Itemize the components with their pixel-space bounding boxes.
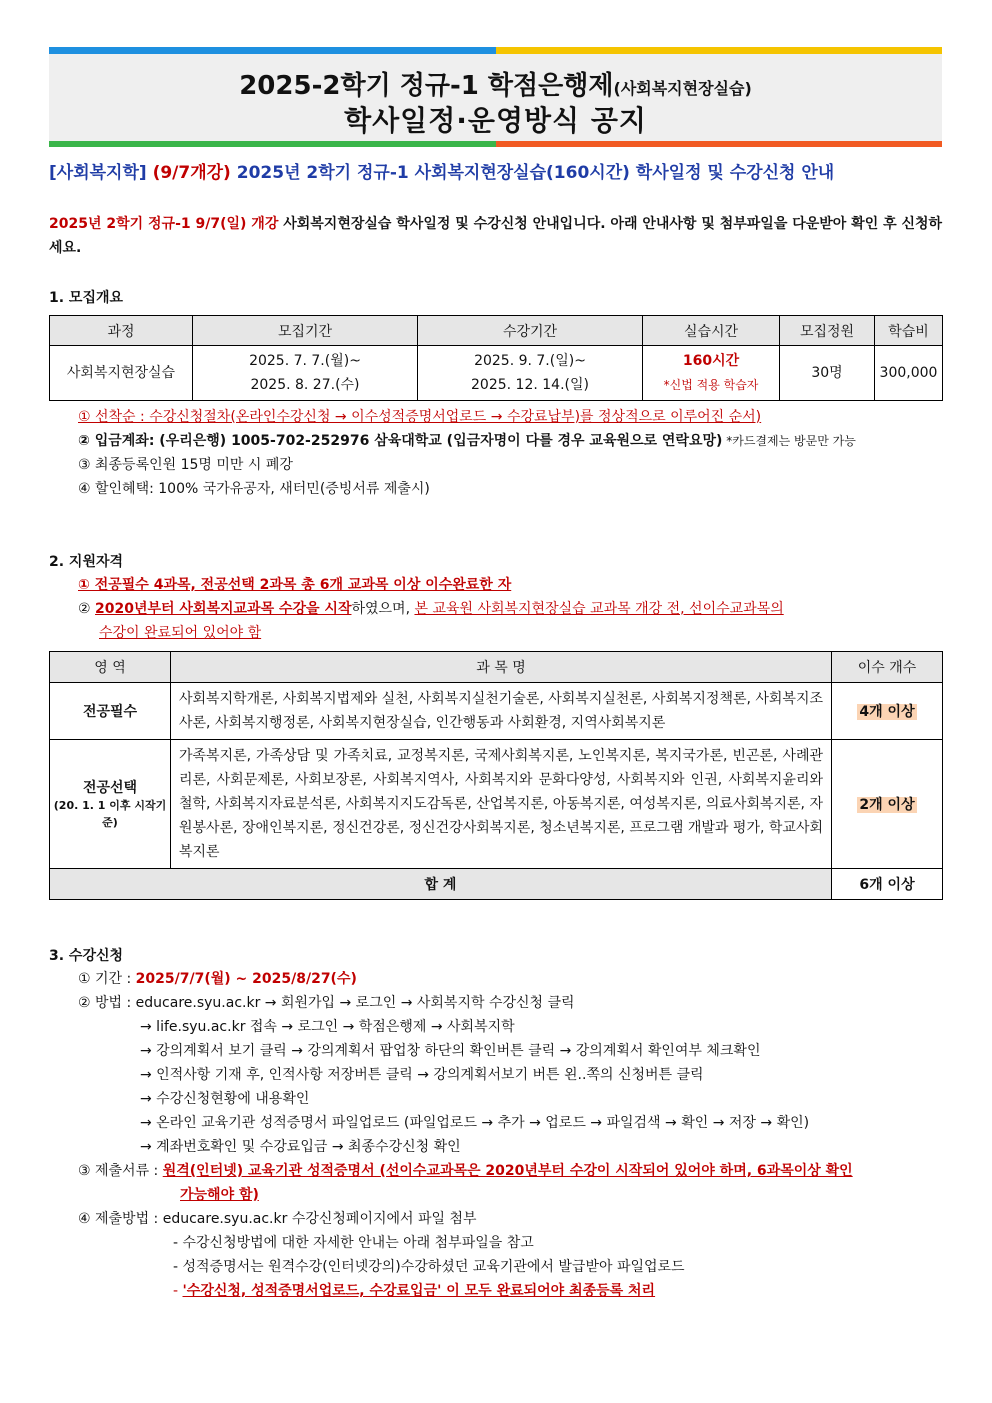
stripe-blue — [49, 47, 496, 54]
title-banner — [49, 47, 942, 147]
elective-count-cell — [832, 740, 943, 869]
method-label: ② 방법 : — [78, 995, 136, 1011]
recruit-start: 2025. 7. 7.(월)~ — [249, 353, 361, 369]
apply-method-2: → life.syu.ac.kr 접속 → 로그인 → 학점은행제 → 사회복지학 — [140, 1019, 515, 1035]
cell-capacity: 30명 — [780, 346, 875, 401]
required-category: 전공필수 — [50, 683, 171, 740]
intro-paragraph — [49, 212, 944, 260]
submit-label: ④ 제출방법 : — [78, 1211, 163, 1227]
qual-2-c: 본 교육원 사회복지현장실습 교과목 개강 전, 선이수교과목의 — [414, 601, 784, 617]
banner-bottom-stripe — [49, 141, 942, 147]
apply-docs-2 — [78, 1183, 853, 1207]
qual-2-prefix: ② — [78, 601, 96, 617]
elective-row — [50, 740, 943, 869]
qual-1: ① 전공필수 4과목, 전공선택 2과목 총 6개 교과목 이상 이수완료한 자 — [78, 577, 512, 593]
study-end: 2025. 12. 14.(일) — [471, 377, 589, 393]
note-discount: ④ 할인혜택: 100% 국가유공자, 새터민(증빙서류 제출시) — [78, 481, 430, 497]
qual-2-a: 2020년부터 사회복지교과목 수강을 시작 — [95, 601, 352, 617]
section2-title: 2. 지원자격 — [49, 554, 124, 570]
apply-method-5: → 수강신청현황에 내용확인 — [140, 1091, 310, 1107]
notice-subtitle — [49, 158, 834, 183]
qualification-list — [78, 573, 784, 645]
cell-study-period — [418, 346, 643, 401]
subjects-table-header — [50, 652, 943, 683]
section1-title: 1. 모집개요 — [49, 290, 124, 306]
apply-info — [78, 967, 853, 1303]
submit-note-1: - 수강신청방법에 대한 자세한 안내는 아래 첨부파일을 참고 — [173, 1235, 534, 1251]
total-count: 6개 이상 — [832, 869, 943, 900]
subjects-table — [49, 651, 943, 900]
total-row — [50, 869, 943, 900]
recruit-table-row — [50, 346, 943, 401]
docs-line2: 가능해야 함) — [180, 1187, 259, 1203]
subtitle-open-date: (9/7개강) — [152, 163, 231, 183]
note-first-come: ① 선착순 : 수강신청절차(온라인수강신청 → 이수성적증명서업로드 → 수강료납부)를 정상적으로 이루어진 순서) — [78, 409, 762, 425]
submit-value: educare.syu.ac.kr 수강신청페이지에서 파일 첨부 — [162, 1211, 477, 1227]
banner-title-line1 — [49, 65, 942, 102]
header-area: 영 역 — [50, 652, 171, 683]
cell-fee: 300,000 — [875, 346, 943, 401]
submit-note-2: - 성적증명서는 원격수강(인터넷강의)수강하셨던 교육기관에서 발급받아 파일업로드 — [173, 1259, 685, 1275]
note-cancel: ③ 최종등록인원 15명 미만 시 폐강 — [78, 457, 293, 473]
recruit-end: 2025. 8. 27.(수) — [250, 377, 360, 393]
final-note: '수강신청, 성적증명서업로드, 수강료입금' 이 모두 완료되어야 최종등록 처리 — [182, 1283, 656, 1299]
qual-2-b: 하였으며, — [351, 601, 415, 617]
title-main: 2025-2학기 정규-1 학점은행제 — [239, 71, 614, 101]
apply-method-1 — [78, 991, 853, 1015]
qual-2-d: 수강이 완료되어 있어야 함 — [99, 625, 262, 641]
header-study-period: 수강기간 — [418, 316, 643, 346]
required-row — [50, 683, 943, 740]
header-fee: 학습비 — [875, 316, 943, 346]
apply-method-6: → 온라인 교육기관 성적증명서 파일업로드 (파일업로드 → 추가 → 업로드 → 파일검색 → 확인 → 저장 → 확인) — [140, 1115, 810, 1131]
docs-line1: 원격(인터넷) 교육기관 성적증명서 (선이수교과목은 2020년부터 수강이 시작되어 있어야 하며, 6과목이상 확인 — [162, 1163, 853, 1179]
intro-highlight: 2025년 2학기 정규-1 9/7(일) 개강 — [49, 216, 279, 232]
apply-method-4: → 인적사항 기재 후, 인적사항 저장버튼 클릭 → 강의계획서보기 버튼 왼..쪽의 신청버튼 클릭 — [140, 1067, 704, 1083]
title-paren: (사회복지현장실습) — [613, 79, 752, 98]
header-recruit-period: 모집기간 — [193, 316, 418, 346]
elective-category-label: 전공선택 — [82, 780, 138, 796]
elective-subjects: 가족복지론, 가족상담 및 가족치료, 교정복지론, 국제사회복지론, 노인복지론, 복지국가론, 빈곤론, 사례관리론, 사회문제론, 사회보장론, 사회복지역사, 사회복지와 문화다양성, 사회복지와 인권, 사회복지윤리와 철학, 사회복지자료분석론, 사회복지지도감독론, 산업복지론, 아동복지론, 여성복지론, 의료사회복지론, 자원봉사론, 장애인복지론, 정신건강론, 정신건강사회복지론, 청소년복지론, 프로그램 개발과 평가, 학교사회복지론 — [171, 740, 832, 869]
bank-account-text: ② 입금계좌: (우리은행) 1005-702-252976 삼육대학교 (입금자명이 다를 경우 교육원으로 연락요망) — [78, 433, 723, 449]
total-label: 합 계 — [50, 869, 832, 900]
elective-count: 2개 이상 — [859, 797, 915, 813]
final-prefix: - — [173, 1283, 183, 1299]
method-line: educare.syu.ac.kr → 회원가입 → 로그인 → 사회복지학 수강신청 클릭 — [135, 995, 575, 1011]
submit-note-final — [78, 1279, 853, 1303]
note-bank-account — [78, 429, 856, 453]
qual-2 — [78, 597, 784, 621]
header-practice-hours: 실습시간 — [643, 316, 780, 346]
hours-note: *신법 적용 학습자 — [663, 378, 759, 392]
apply-submit — [78, 1207, 853, 1231]
recruit-notes — [78, 405, 856, 501]
subtitle-text: 2025년 2학기 정규-1 사회복지현장실습(160시간) 학사일정 및 수강신청 안내 — [236, 163, 835, 183]
study-start: 2025. 9. 7.(일)~ — [474, 353, 586, 369]
stripe-yellow — [496, 47, 943, 54]
apply-period — [78, 967, 853, 991]
stripe-green — [49, 141, 496, 147]
intro-rest: 사회복지현장실습 학사일정 및 수강신청 안내입니다. 아래 안내사항 및 첨부파일을 다운받아 확인 후 신청하세요. — [49, 216, 943, 256]
stripe-orange — [496, 141, 943, 147]
section3-title: 3. 수강신청 — [49, 948, 124, 964]
docs-label: ③ 제출서류 : — [78, 1163, 163, 1179]
required-count: 4개 이상 — [859, 704, 915, 720]
cell-practice-hours — [643, 346, 780, 401]
banner-top-stripe — [49, 47, 942, 54]
elective-category-note: (20. 1. 1 이후 시작기준) — [53, 799, 167, 829]
banner-title-line2: 학사일정·운영방식 공지 — [344, 104, 647, 137]
card-payment-note: *카드결제는 방문만 가능 — [722, 434, 856, 448]
header-subjects: 과 목 명 — [171, 652, 832, 683]
hours-value: 160시간 — [682, 353, 740, 369]
subtitle-dept: [사회복지학] — [49, 163, 147, 183]
required-count-cell — [832, 683, 943, 740]
cell-course: 사회복지현장실습 — [50, 346, 193, 401]
apply-method-7: → 계좌번호확인 및 수강료입금 → 최종수강신청 확인 — [140, 1139, 461, 1155]
recruit-table — [49, 315, 943, 401]
apply-method-3: → 강의계획서 보기 클릭 → 강의계획서 팝업창 하단의 확인버튼 클릭 → 강의계획서 확인여부 체크확인 — [140, 1043, 761, 1059]
period-label: ① 기간 : — [78, 971, 136, 987]
apply-docs — [78, 1159, 853, 1183]
cell-recruit-period — [193, 346, 418, 401]
header-course: 과정 — [50, 316, 193, 346]
elective-category — [50, 740, 171, 869]
required-subjects: 사회복지학개론, 사회복지법제와 실천, 사회복지실천기술론, 사회복지실천론, 사회복지정책론, 사회복지조사론, 사회복지행정론, 사회복지현장실습, 인간행동과 사회환경, 지역사회복지론 — [171, 683, 832, 740]
header-capacity: 모집정원 — [780, 316, 875, 346]
header-count: 이수 개수 — [832, 652, 943, 683]
period-value: 2025/7/7(월) ~ 2025/8/27(수) — [135, 971, 357, 987]
recruit-table-header — [50, 316, 943, 346]
